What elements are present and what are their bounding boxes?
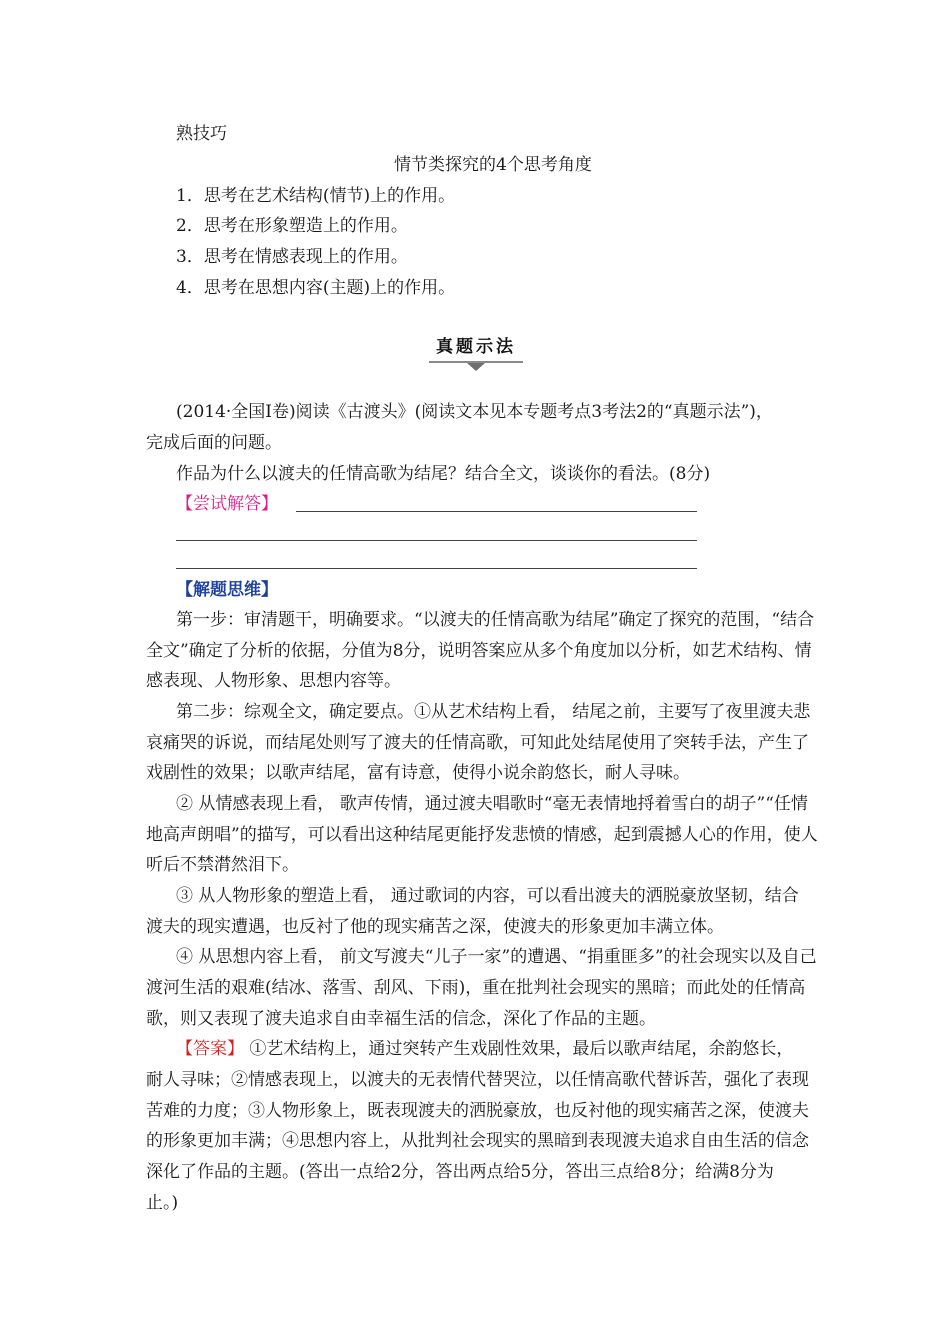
skills-item: 4．思考在思想内容(主题)上的作用。 (176, 278, 456, 298)
answer-line: 深化了作品的主题。(答出一点给2分，答出两点给5分，答出三点给8分；给满8分为 (146, 1162, 774, 1182)
question-intro: 完成后面的问题。 (146, 433, 282, 453)
answer-line: 的形象更加丰满；④思想内容上，从批判社会现实的黑暗到表现渡夫追求自由生活的信念 (146, 1131, 809, 1151)
skills-title: 情节类探究的4个思考角度 (394, 155, 592, 175)
thinking-line: ② 从情感表现上看， 歌声传情，通过渡夫唱歌时“毫无表情地捋着雪白的胡子”“任情 (176, 794, 808, 814)
answer-blank-line (176, 568, 697, 569)
answer-line: 耐人寻味；②情感表现上，以渡夫的无表情代替哭泣，以任情高歌代替诉苦，强化了表现 (146, 1070, 809, 1090)
banner-arrow-icon (467, 363, 485, 371)
answer-line (176, 1037, 793, 1061)
banner-title: 真题示法 (436, 337, 516, 357)
thinking-line: 哀痛哭的诉说，而结尾处则写了渡夫的任情高歌，可知此处结尾使用了突转手法，产生了 (146, 733, 809, 753)
question-prompt: 作品为什么以渡夫的任情高歌为结尾？结合全文，谈谈你的看法。(8分) (176, 464, 711, 484)
thinking-line: 戏剧性的效果；以歌声结尾，富有诗意，使得小说余韵悠长，耐人寻味。 (146, 763, 690, 783)
thinking-line: 第二步：综观全文，确定要点。①从艺术结构上看， 结尾之前，主要写了夜里渡夫悲 (176, 702, 811, 722)
thinking-line: 听后不禁潸然泪下。 (146, 855, 299, 875)
thinking-tag: 【解题思维】 (176, 580, 278, 600)
answer-blank-line (296, 511, 697, 512)
thinking-line: 全文”确定了分析的依据，分值为8分，说明答案应从多个角度加以分析，如艺术结构、情 (146, 641, 812, 661)
thinking-line: ④ 从思想内容上看， 前文写渡夫“儿子一家”的遭遇、“捐重匪多”的社会现实以及自己 (176, 947, 817, 967)
thinking-line: 渡河生活的艰难(结冰、落雪、刮风、下雨)，重在批判社会现实的黑暗；而此处的任情高 (146, 978, 806, 998)
skills-item: 3．思考在情感表现上的作用。 (176, 247, 408, 267)
skills-item: 2．思考在形象塑造上的作用。 (176, 216, 408, 236)
answer-line: 苦难的力度；③人物形象上，既表现渡夫的洒脱豪放，也反衬他的现实痛苦之深，使渡夫 (146, 1101, 809, 1121)
answer-text: ①艺术结构上，通过突转产生戏剧性效果，最后以歌声结尾，余韵悠长， (244, 1039, 794, 1059)
skills-item: 1．思考在艺术结构(情节)上的作用。 (176, 186, 456, 206)
answer-line: 止。) (146, 1193, 179, 1213)
answer-blank-line (176, 540, 697, 541)
skills-heading: 熟技巧 (176, 124, 227, 144)
question-intro: (2014·全国Ⅰ卷)阅读《古渡头》(阅读文本见本专题考点3考法2的“真题示法”)， (176, 402, 773, 422)
thinking-line: 第一步：审清题干，明确要求。“以渡夫的任情高歌为结尾”确定了探究的范围，“结合 (176, 610, 815, 630)
thinking-line: 歌，则又表现了渡夫追求自由幸福生活的信念，深化了作品的主题。 (146, 1009, 656, 1029)
attempt-tag: 【尝试解答】 (176, 494, 278, 514)
section-banner (429, 336, 523, 358)
thinking-line: 感表现、人物形象、思想内容等。 (146, 671, 401, 691)
answer-tag: 【答案】 (176, 1039, 244, 1059)
thinking-line: ③ 从人物形象的塑造上看， 通过歌词的内容，可以看出渡夫的洒脱豪放坚韧，结合 (176, 886, 799, 906)
thinking-line: 渡夫的现实遭遇，也反衬了他的现实痛苦之深，使渡夫的形象更加丰满立体。 (146, 917, 724, 937)
thinking-line: 地高声朗唱”的描写，可以看出这种结尾更能抒发悲愤的情感，起到震撼人心的作用，使人 (146, 825, 818, 845)
